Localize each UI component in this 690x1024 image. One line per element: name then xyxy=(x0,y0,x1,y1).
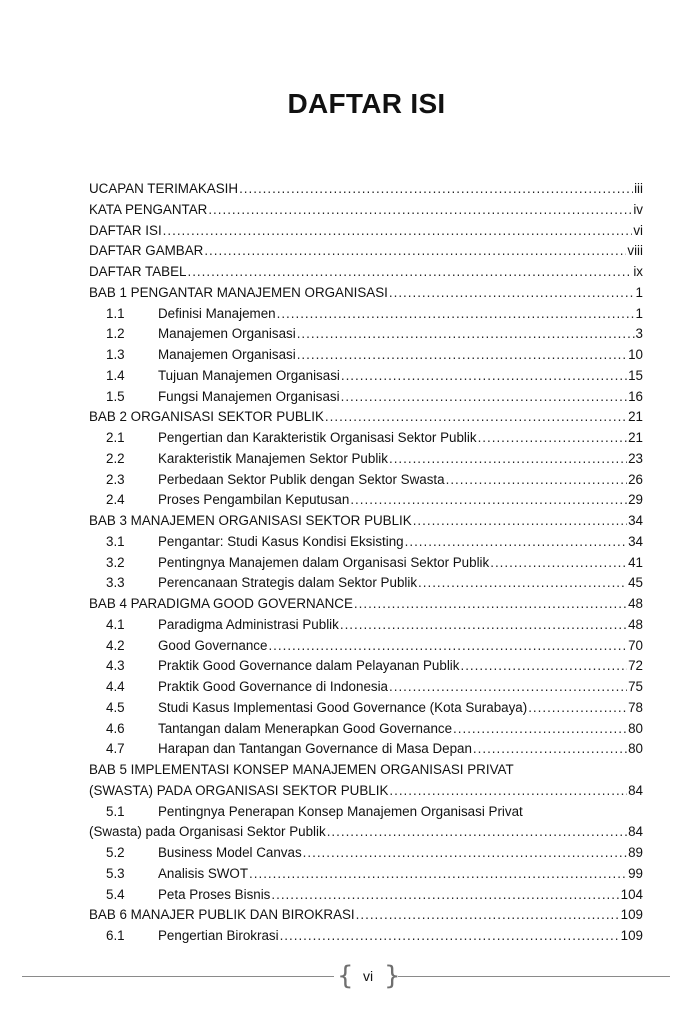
section-page: 3 xyxy=(635,326,643,342)
dot-leader xyxy=(325,407,627,428)
toc-section xyxy=(89,864,643,885)
entry-page: vi xyxy=(633,222,643,238)
section-number: 5.1 xyxy=(106,803,125,819)
section-label: (Swasta) pada Organisasi Sektor Publik xyxy=(89,824,326,840)
toc-section xyxy=(89,366,643,387)
dot-leader xyxy=(389,781,627,802)
section-number: 1.1 xyxy=(106,305,125,321)
dot-leader xyxy=(389,677,627,698)
right-brace-ornament: } xyxy=(384,961,401,991)
chapter-label: BAB 3 MANAJEMEN ORGANISASI SEKTOR PUBLIK xyxy=(89,513,412,528)
section-page: 80 xyxy=(628,720,643,736)
section-page: 80 xyxy=(628,741,643,757)
table-of-contents xyxy=(89,179,643,947)
entry-label: DAFTAR GAMBAR xyxy=(89,243,204,259)
dot-leader xyxy=(446,470,628,491)
section-number: 1.3 xyxy=(106,347,125,362)
toc-section xyxy=(89,532,643,553)
section-page: 29 xyxy=(628,492,643,508)
section-number: 4.1 xyxy=(106,616,125,632)
entry-page: ix xyxy=(633,264,643,279)
toc-section xyxy=(89,304,643,325)
dot-leader xyxy=(297,324,635,345)
section-label: Praktik Good Governance dalam Pelayanan Publik xyxy=(158,658,460,674)
section-page: 72 xyxy=(628,658,643,674)
dot-leader xyxy=(341,387,627,408)
chapter-label: BAB 1 PENGANTAR MANAJEMEN ORGANISASI xyxy=(89,284,388,300)
entry-label: DAFTAR TABEL xyxy=(89,264,187,279)
section-number: 2.2 xyxy=(106,450,125,466)
dot-leader xyxy=(354,594,627,615)
toc-section xyxy=(89,885,643,906)
toc-section xyxy=(89,449,643,470)
toc-chapter-6 xyxy=(89,905,643,926)
chapter-page: 48 xyxy=(628,596,643,611)
section-number: 4.5 xyxy=(106,699,125,715)
dot-leader xyxy=(327,822,627,843)
section-number: 4.2 xyxy=(106,637,125,653)
section-page: 99 xyxy=(628,865,643,881)
section-page: 15 xyxy=(628,367,643,383)
toc-section xyxy=(89,926,643,947)
section-number: 1.2 xyxy=(106,326,125,342)
dot-leader xyxy=(350,490,627,511)
section-label: Pengertian Birokrasi xyxy=(158,928,279,943)
section-label: Analisis SWOT xyxy=(158,865,249,881)
section-page: 10 xyxy=(628,347,643,362)
section-page: 48 xyxy=(628,616,643,632)
section-label: Harapan dan Tantangan Governance di Masa Depan xyxy=(158,741,472,757)
section-number: 2.3 xyxy=(106,471,125,487)
dot-leader xyxy=(460,656,627,677)
section-number: 5.2 xyxy=(106,845,125,860)
dot-leader xyxy=(389,283,635,304)
entry-page: iv xyxy=(633,201,643,217)
chapter-page: 109 xyxy=(620,907,643,923)
dot-leader xyxy=(418,573,627,594)
chapter-label: (SWASTA) PADA ORGANISASI SEKTOR PUBLIK xyxy=(89,782,389,798)
dot-leader xyxy=(478,428,628,449)
section-label: Perbedaan Sektor Publik dengan Sektor Swasta xyxy=(158,471,445,487)
entry-page: iii xyxy=(634,181,643,196)
dot-leader xyxy=(528,698,627,719)
section-page: 75 xyxy=(628,679,643,694)
dot-leader xyxy=(473,739,627,760)
dot-leader xyxy=(297,345,627,366)
toc-section xyxy=(89,553,643,574)
section-page: 1 xyxy=(635,305,643,321)
toc-section xyxy=(89,387,643,408)
toc-entry-front xyxy=(89,179,643,200)
toc-section xyxy=(89,470,643,491)
section-label: Studi Kasus Implementasi Good Governance (Kota Surabaya) xyxy=(158,699,528,715)
dot-leader xyxy=(271,885,619,906)
dot-leader xyxy=(208,200,632,221)
dot-leader xyxy=(268,636,627,657)
section-label: Manajemen Organisasi xyxy=(158,326,296,342)
section-label: Manajemen Organisasi xyxy=(158,347,296,362)
toc-section xyxy=(89,636,643,657)
footer-rule-left xyxy=(22,976,334,977)
section-label: Tantangan dalam Menerapkan Good Governance xyxy=(158,720,453,736)
section-page: 70 xyxy=(628,637,643,653)
section-label: Praktik Good Governance di Indonesia xyxy=(158,679,389,694)
page-number: vi xyxy=(362,968,374,984)
dot-leader xyxy=(340,615,627,636)
section-number: 1.5 xyxy=(106,388,125,404)
chapter-label: BAB 2 ORGANISASI SEKTOR PUBLIK xyxy=(89,409,324,425)
dot-leader xyxy=(204,241,626,262)
section-label: Pentingnya Penerapan Konsep Manajemen Organisasi Privat xyxy=(158,803,523,819)
section-number: 3.2 xyxy=(106,554,125,570)
section-page: 23 xyxy=(628,450,643,466)
dot-leader xyxy=(490,553,627,574)
section-page: 16 xyxy=(628,388,643,404)
toc-entry-front xyxy=(89,200,643,221)
toc-section xyxy=(89,822,643,843)
section-label: Karakteristik Manajemen Sektor Publik xyxy=(158,450,388,466)
dot-leader xyxy=(163,221,633,242)
chapter-page: 84 xyxy=(628,782,643,798)
section-label: Paradigma Administrasi Publik xyxy=(158,616,339,632)
left-brace-ornament: { xyxy=(337,961,354,991)
dot-leader xyxy=(405,532,627,553)
toc-entry-front xyxy=(89,241,643,262)
section-label: Definisi Manajemen xyxy=(158,305,276,321)
toc-chapter-1 xyxy=(89,283,643,304)
section-page: 84 xyxy=(628,824,643,840)
section-number: 1.4 xyxy=(106,367,125,383)
chapter-page: 21 xyxy=(628,409,643,425)
entry-label: UCAPAN TERIMAKASIH xyxy=(89,181,239,196)
section-page: 45 xyxy=(628,575,643,591)
toc-section xyxy=(89,345,643,366)
section-number: 3.1 xyxy=(106,533,125,549)
section-page: 109 xyxy=(620,928,643,943)
toc-section xyxy=(89,843,643,864)
section-number: 5.4 xyxy=(106,886,125,902)
dot-leader xyxy=(303,843,627,864)
chapter-label: BAB 4 PARADIGMA GOOD GOVERNANCE xyxy=(89,596,353,611)
toc-chapter-5 xyxy=(89,781,643,802)
section-label: Perencanaan Strategis dalam Sektor Publik xyxy=(158,575,418,591)
section-label: Good Governance xyxy=(158,637,268,653)
toc-section xyxy=(89,698,643,719)
section-page: 26 xyxy=(628,471,643,487)
entry-label: DAFTAR ISI xyxy=(89,222,162,238)
toc-entry-front xyxy=(89,262,643,283)
dot-leader xyxy=(187,262,632,283)
section-number: 4.4 xyxy=(106,679,125,694)
toc-section xyxy=(89,428,643,449)
dot-leader xyxy=(453,719,627,740)
section-label: Pengantar: Studi Kasus Kondisi Eksisting xyxy=(158,533,404,549)
dot-leader xyxy=(389,449,627,470)
section-number: 2.1 xyxy=(106,430,125,445)
toc-chapter-2 xyxy=(89,407,643,428)
toc-section xyxy=(89,739,643,760)
section-label: Proses Pengambilan Keputusan xyxy=(158,492,350,508)
toc-section xyxy=(89,490,643,511)
dot-leader xyxy=(413,511,627,532)
section-label: Pentingnya Manajemen dalam Organisasi Sektor Publik xyxy=(158,554,490,570)
dot-leader xyxy=(356,905,620,926)
entry-page: viii xyxy=(627,243,643,259)
section-page: 21 xyxy=(628,430,643,445)
toc-section xyxy=(89,615,643,636)
section-number: 6.1 xyxy=(106,928,125,943)
section-page: 41 xyxy=(628,554,643,570)
section-label: Peta Proses Bisnis xyxy=(158,886,271,902)
chapter-page: 34 xyxy=(628,513,643,528)
section-number: 4.7 xyxy=(106,741,125,757)
section-label: Fungsi Manajemen Organisasi xyxy=(158,388,340,404)
section-page: 78 xyxy=(628,699,643,715)
toc-section xyxy=(89,573,643,594)
toc-section xyxy=(89,656,643,677)
footer-rule-right xyxy=(398,976,670,977)
toc-section xyxy=(89,719,643,740)
page-title: DAFTAR ISI xyxy=(287,88,446,119)
section-label: Pengertian dan Karakteristik Organisasi Sektor Publik xyxy=(158,430,477,445)
chapter-page: 1 xyxy=(635,284,643,300)
dot-leader xyxy=(277,304,635,325)
section-page: 89 xyxy=(628,845,643,860)
dot-leader xyxy=(249,864,627,885)
entry-label: KATA PENGANTAR xyxy=(89,201,208,217)
section-label: Tujuan Manajemen Organisasi xyxy=(158,367,340,383)
section-number: 4.6 xyxy=(106,720,125,736)
section-number: 2.4 xyxy=(106,492,125,508)
toc-section-line-1 xyxy=(89,802,643,823)
dot-leader xyxy=(341,366,627,387)
section-page: 104 xyxy=(620,886,643,902)
toc-chapter-3 xyxy=(89,511,643,532)
section-page: 34 xyxy=(628,533,643,549)
dot-leader xyxy=(280,926,620,947)
chapter-label: BAB 6 MANAJER PUBLIK DAN BIROKRASI xyxy=(89,907,355,923)
toc-section xyxy=(89,677,643,698)
section-number: 4.3 xyxy=(106,658,125,674)
toc-section xyxy=(89,324,643,345)
toc-chapter-4 xyxy=(89,594,643,615)
section-number: 5.3 xyxy=(106,865,125,881)
section-number: 3.3 xyxy=(106,575,125,591)
toc-chapter-5-line-1: BAB 5 IMPLEMENTASI KONSEP MANAJEMEN ORGANISASI PRIVAT xyxy=(89,762,514,777)
dot-leader xyxy=(239,179,633,200)
section-label: Business Model Canvas xyxy=(158,845,302,860)
toc-entry-front xyxy=(89,221,643,242)
